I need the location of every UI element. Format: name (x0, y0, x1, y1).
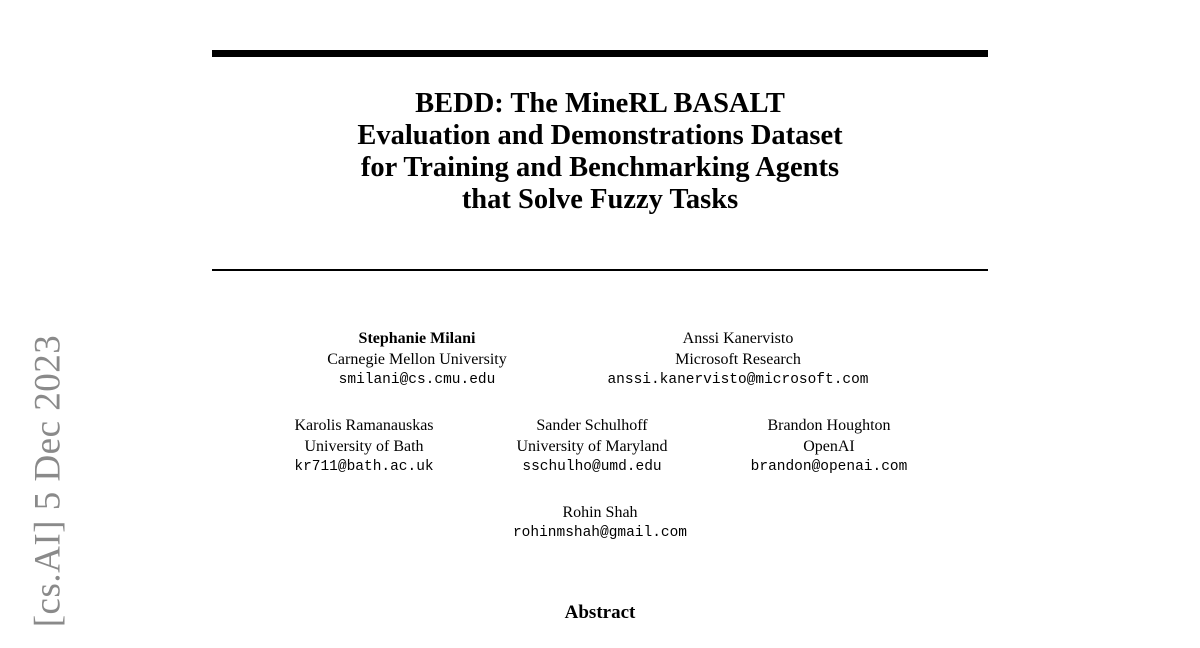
abstract-heading: Abstract (564, 602, 636, 623)
author-block (264, 415, 464, 478)
bottom-rule (212, 269, 988, 271)
author-block (490, 502, 710, 544)
author-email[interactable]: rohinmshah@gmail.com (512, 525, 688, 541)
author-block (492, 415, 692, 478)
top-rule (212, 50, 988, 57)
title-line: that Solve Fuzzy Tasks (461, 184, 739, 215)
paper-title (212, 88, 988, 216)
author-affiliation: OpenAI (803, 438, 855, 455)
title-line: Evaluation and Demonstrations Dataset (357, 120, 843, 151)
author-email[interactable]: brandon@openai.com (750, 459, 908, 475)
author-name: Brandon Houghton (767, 417, 891, 434)
author-affiliation: Carnegie Mellon University (327, 351, 507, 368)
author-block (583, 328, 893, 391)
author-email[interactable]: sschulho@umd.edu (522, 459, 662, 475)
author-affiliation: Microsoft Research (675, 351, 801, 368)
title-line: BEDD: The MineRL BASALT (415, 88, 785, 119)
title-line: for Training and Benchmarking Agents (360, 152, 840, 183)
author-email[interactable]: smilani@cs.cmu.edu (338, 372, 496, 388)
author-block (307, 328, 527, 391)
author-block (724, 415, 934, 478)
author-email[interactable]: anssi.kanervisto@microsoft.com (607, 372, 869, 388)
author-name: Sander Schulhoff (536, 417, 648, 434)
arxiv-stamp: [cs.AI] 5 Dec 2023 (27, 334, 69, 628)
author-name: Stephanie Milani (358, 330, 476, 347)
author-name: Karolis Ramanauskas (294, 417, 434, 434)
author-name: Anssi Kanervisto (682, 330, 794, 347)
author-affiliation: University of Maryland (516, 438, 668, 455)
author-email[interactable]: kr711@bath.ac.uk (294, 459, 434, 475)
author-name: Rohin Shah (562, 504, 638, 521)
author-affiliation: University of Bath (304, 438, 424, 455)
